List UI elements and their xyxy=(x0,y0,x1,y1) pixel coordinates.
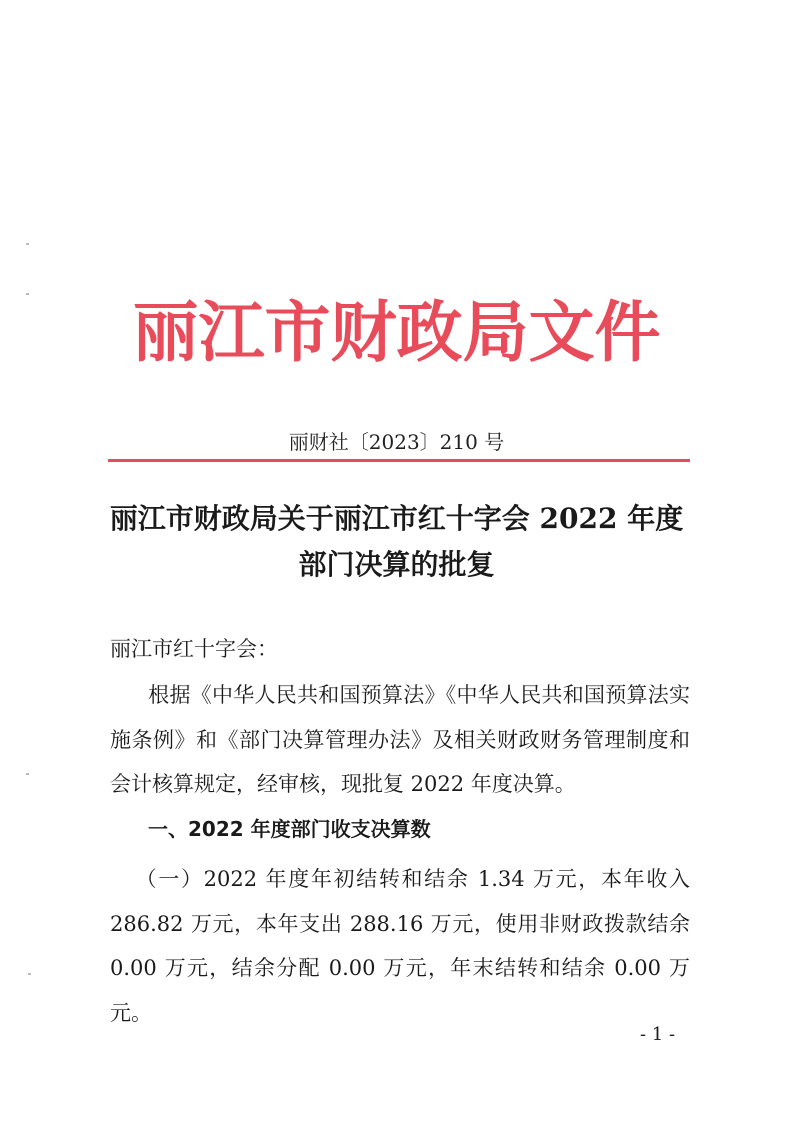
scan-speck xyxy=(28,973,31,975)
scan-speck xyxy=(26,243,29,245)
document-title xyxy=(90,496,703,588)
scan-speck xyxy=(26,773,29,775)
paragraph-carryover xyxy=(110,857,690,1035)
paragraph-basis-text: 根据《中华人民共和国预算法》《中华人民共和国预算法实施条例》和《部门决算管理办法》及相关财政财务管理制度和会计核算规定，经审核，现批复 2022 年度决算。 xyxy=(110,683,690,796)
paragraph-basis xyxy=(110,673,690,807)
document-title-line-2: 部门决算的批复 xyxy=(298,548,495,581)
section-heading-revenue-expenditure: 一、2022 年度部门收支决算数 xyxy=(148,817,431,841)
page-number: - 1 - xyxy=(640,1024,676,1045)
paragraph-carryover-text: （一）2022 年度年初结转和结余 1.34 万元，本年收入 286.82 万元，本年支出 288.16 万元，使用非财政拨款结余 0.00 万元，结余分配 0.00 万元，年末结转和结余 0.00 万元。 xyxy=(110,867,690,1025)
document-number: 丽财社〔2023〕210 号 xyxy=(288,430,505,454)
agency-header-title: 丽江市财政局文件 xyxy=(132,293,661,371)
scan-speck xyxy=(26,293,29,295)
red-divider-line xyxy=(108,459,690,462)
addressee: 丽江市红十字会： xyxy=(110,637,278,661)
document-title-line-1: 丽江市财政局关于丽江市红十字会 2022 年度 xyxy=(109,502,684,535)
